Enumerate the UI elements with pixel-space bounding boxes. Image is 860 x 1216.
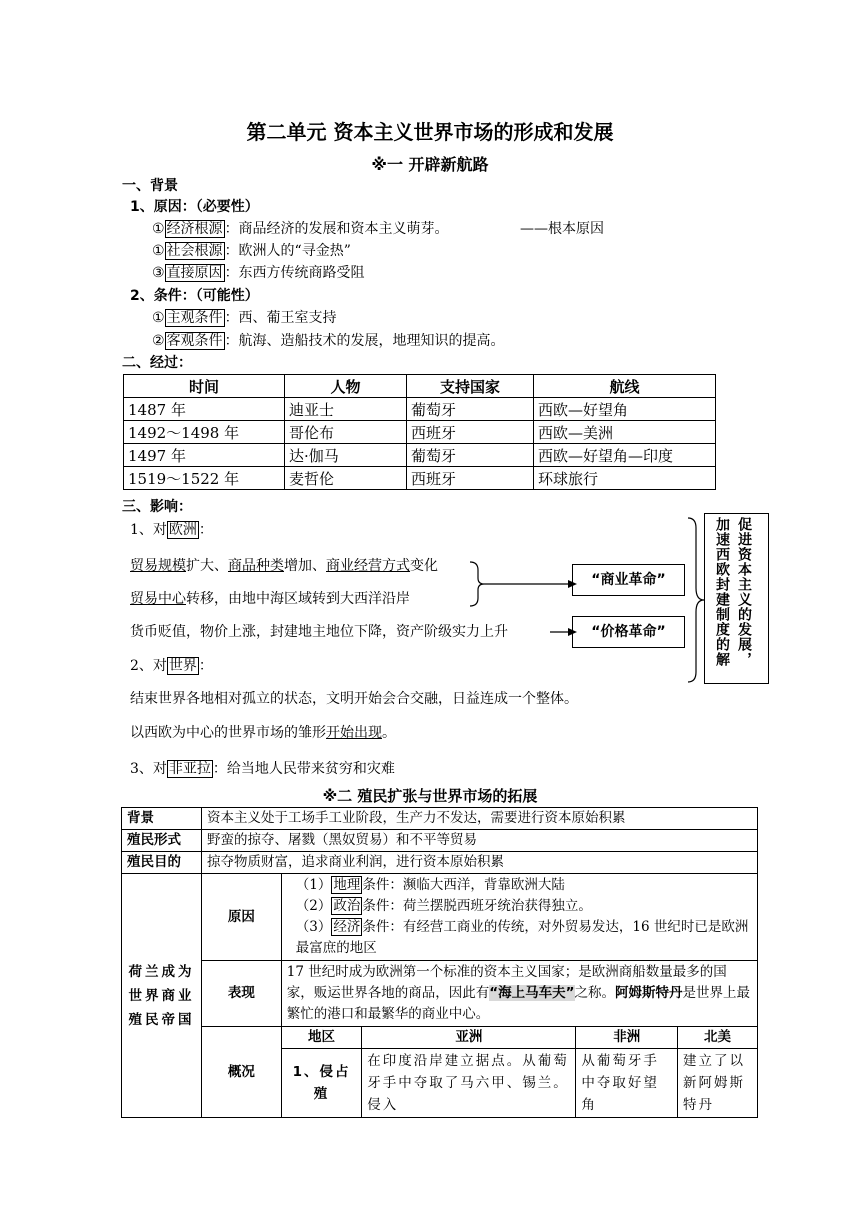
col-header: 时间 — [124, 375, 285, 398]
impact-line-price: 货币贬值，物价上涨，封建地主地位下降，资产阶级实力上升 — [130, 624, 508, 640]
table-row — [124, 421, 716, 444]
impact-world: 2、对 世界 ： — [130, 658, 213, 674]
overview-heading: 概况 — [201, 1027, 281, 1118]
arrow-diagram — [464, 556, 580, 666]
col-header: 亚洲 — [362, 1027, 576, 1049]
cell: 1487 年 — [124, 398, 285, 421]
cell: 西班牙 — [407, 421, 534, 444]
col-header: 人物 — [285, 375, 407, 398]
section2-title: ※二 殖民扩张与世界市场的拓展 — [322, 787, 538, 805]
background-heading: 一、背景 — [122, 178, 178, 194]
process-heading: 二、经过： — [122, 355, 192, 371]
price-revolution-box: “价格革命” — [572, 616, 685, 648]
row-header: 背景 — [122, 808, 202, 830]
impact-europe: 1、对 欧洲 ： — [130, 522, 213, 538]
cell: 麦哲伦 — [285, 467, 407, 490]
cause-cell — [281, 874, 757, 961]
table-row — [122, 830, 758, 852]
section1-title: ※一 开辟新航路 — [371, 155, 489, 174]
result-box — [704, 513, 769, 684]
row-header: 殖民形式 — [122, 830, 202, 852]
impact-line-trade: 贸易规模扩大、商品种类增加、商业经营方式变化 — [130, 558, 438, 574]
table-header-row — [124, 375, 716, 398]
row-header: 殖民目的 — [122, 852, 202, 874]
cell: 达·伽马 — [285, 444, 407, 467]
table-row — [122, 808, 758, 830]
condition-heading: 2、条件：（可能性） — [130, 288, 259, 304]
col-header: 地区 — [281, 1027, 362, 1049]
cause-item: （2） 政治 条件：荷兰摆脱西班牙统治获得独立。 — [295, 898, 592, 914]
cell: 1492～1498 年 — [124, 421, 285, 444]
cell: 哥伦布 — [285, 421, 407, 444]
col-header: 航线 — [534, 375, 716, 398]
cell: 野蛮的掠夺、屠戮（黑奴贸易）和不平等贸易 — [201, 830, 757, 852]
table-row — [122, 852, 758, 874]
col-header: 非洲 — [576, 1027, 678, 1049]
world-text-1: 结束世界各地相对孤立的状态，文明开始会合交融，日益连成一个整体。 — [130, 691, 578, 707]
col-header: 支持国家 — [407, 375, 534, 398]
cell: 迪亚士 — [285, 398, 407, 421]
colonial-table — [121, 807, 758, 1118]
impact-asia: 3、对 非亚拉 ：给当地人民带来贫穷和灾难 — [130, 761, 395, 777]
cell: 在印度沿岸建立据点。从葡萄牙手中夺取了马六甲、锡兰。侵入 — [362, 1049, 576, 1118]
cell: 1519～1522 年 — [124, 467, 285, 490]
cell: 掠夺物质财富，追求商业利润，进行资本原始积累 — [201, 852, 757, 874]
reason-item: ① 社会根源 ：欧洲人的“寻金热” — [152, 243, 351, 259]
table-row — [122, 1027, 758, 1049]
page-title: 第二单元 资本主义世界市场的形成和发展 — [246, 120, 614, 144]
cell: 西欧—好望角—印度 — [534, 444, 716, 467]
performance-cell: 17 世纪时成为欧洲第一个标准的资本主义国家；是欧洲商船数量最多的国家，贩运世界各地的商品，因此有“海上马车夫”之称。阿姆斯特丹是世界上最繁忙的港口和最繁华的商业中心。 — [281, 961, 757, 1027]
performance-heading: 表现 — [201, 961, 281, 1027]
voyage-table — [123, 374, 716, 490]
reason-item: ③ 直接原因 ：东西方传统商路受阻 — [152, 265, 365, 281]
cell: 葡萄牙 — [407, 398, 534, 421]
cell: 资本主义处于工场手工业阶段，生产力不发达，需要进行资本原始积累 — [201, 808, 757, 830]
table-row — [122, 874, 758, 961]
result-text-right: 促进资本主义的发展， — [736, 517, 752, 667]
world-text-2: 以西欧为中心的世界市场的雏形开始出现。 — [130, 725, 396, 741]
cell: 西班牙 — [407, 467, 534, 490]
col-header: 北美 — [678, 1027, 758, 1049]
row-header: 1、侵占殖 — [281, 1049, 362, 1118]
dutch-heading: 荷兰成为世界商业殖民帝国 — [122, 874, 202, 1118]
cause-item: （1） 地理 条件：濒临大西洋，背靠欧洲大陆 — [295, 877, 565, 893]
impact-heading: 三、影响： — [122, 499, 192, 515]
cause-item: （3） 经济 条件：有经营工商业的传统，对外贸易发达，16 世纪时已是欧洲最富庶的地区 — [295, 919, 749, 956]
cell: 环球旅行 — [534, 467, 716, 490]
commercial-revolution-box: “商业革命” — [572, 564, 685, 596]
root-cause-note: ——根本原因 — [520, 221, 604, 237]
table-row — [124, 444, 716, 467]
result-text-left: 加速西欧封建制度的解 — [714, 517, 730, 667]
cell: 西欧—好望角 — [534, 398, 716, 421]
table-row — [124, 398, 716, 421]
cell: 建立了以新阿姆斯特丹 — [678, 1049, 758, 1118]
impact-line-center: 贸易中心转移，由地中海区域转到大西洋沿岸 — [130, 591, 410, 607]
cell: 葡萄牙 — [407, 444, 534, 467]
condition-item: ② 客观条件 ：航海、造船技术的发展，地理知识的提高。 — [152, 333, 505, 349]
condition-item: ① 主观条件 ：西、葡王室支持 — [152, 310, 337, 326]
reason-item: ① 经济根源 ：商品经济的发展和资本主义萌芽。 — [152, 221, 449, 237]
cause-heading: 原因 — [201, 874, 281, 961]
cell: 西欧—美洲 — [534, 421, 716, 444]
table-row — [122, 961, 758, 1027]
reason-heading: 1、原因：（必要性） — [130, 199, 259, 215]
table-row — [124, 467, 716, 490]
cell: 从葡萄牙手中夺取好望角 — [576, 1049, 678, 1118]
cell: 1497 年 — [124, 444, 285, 467]
